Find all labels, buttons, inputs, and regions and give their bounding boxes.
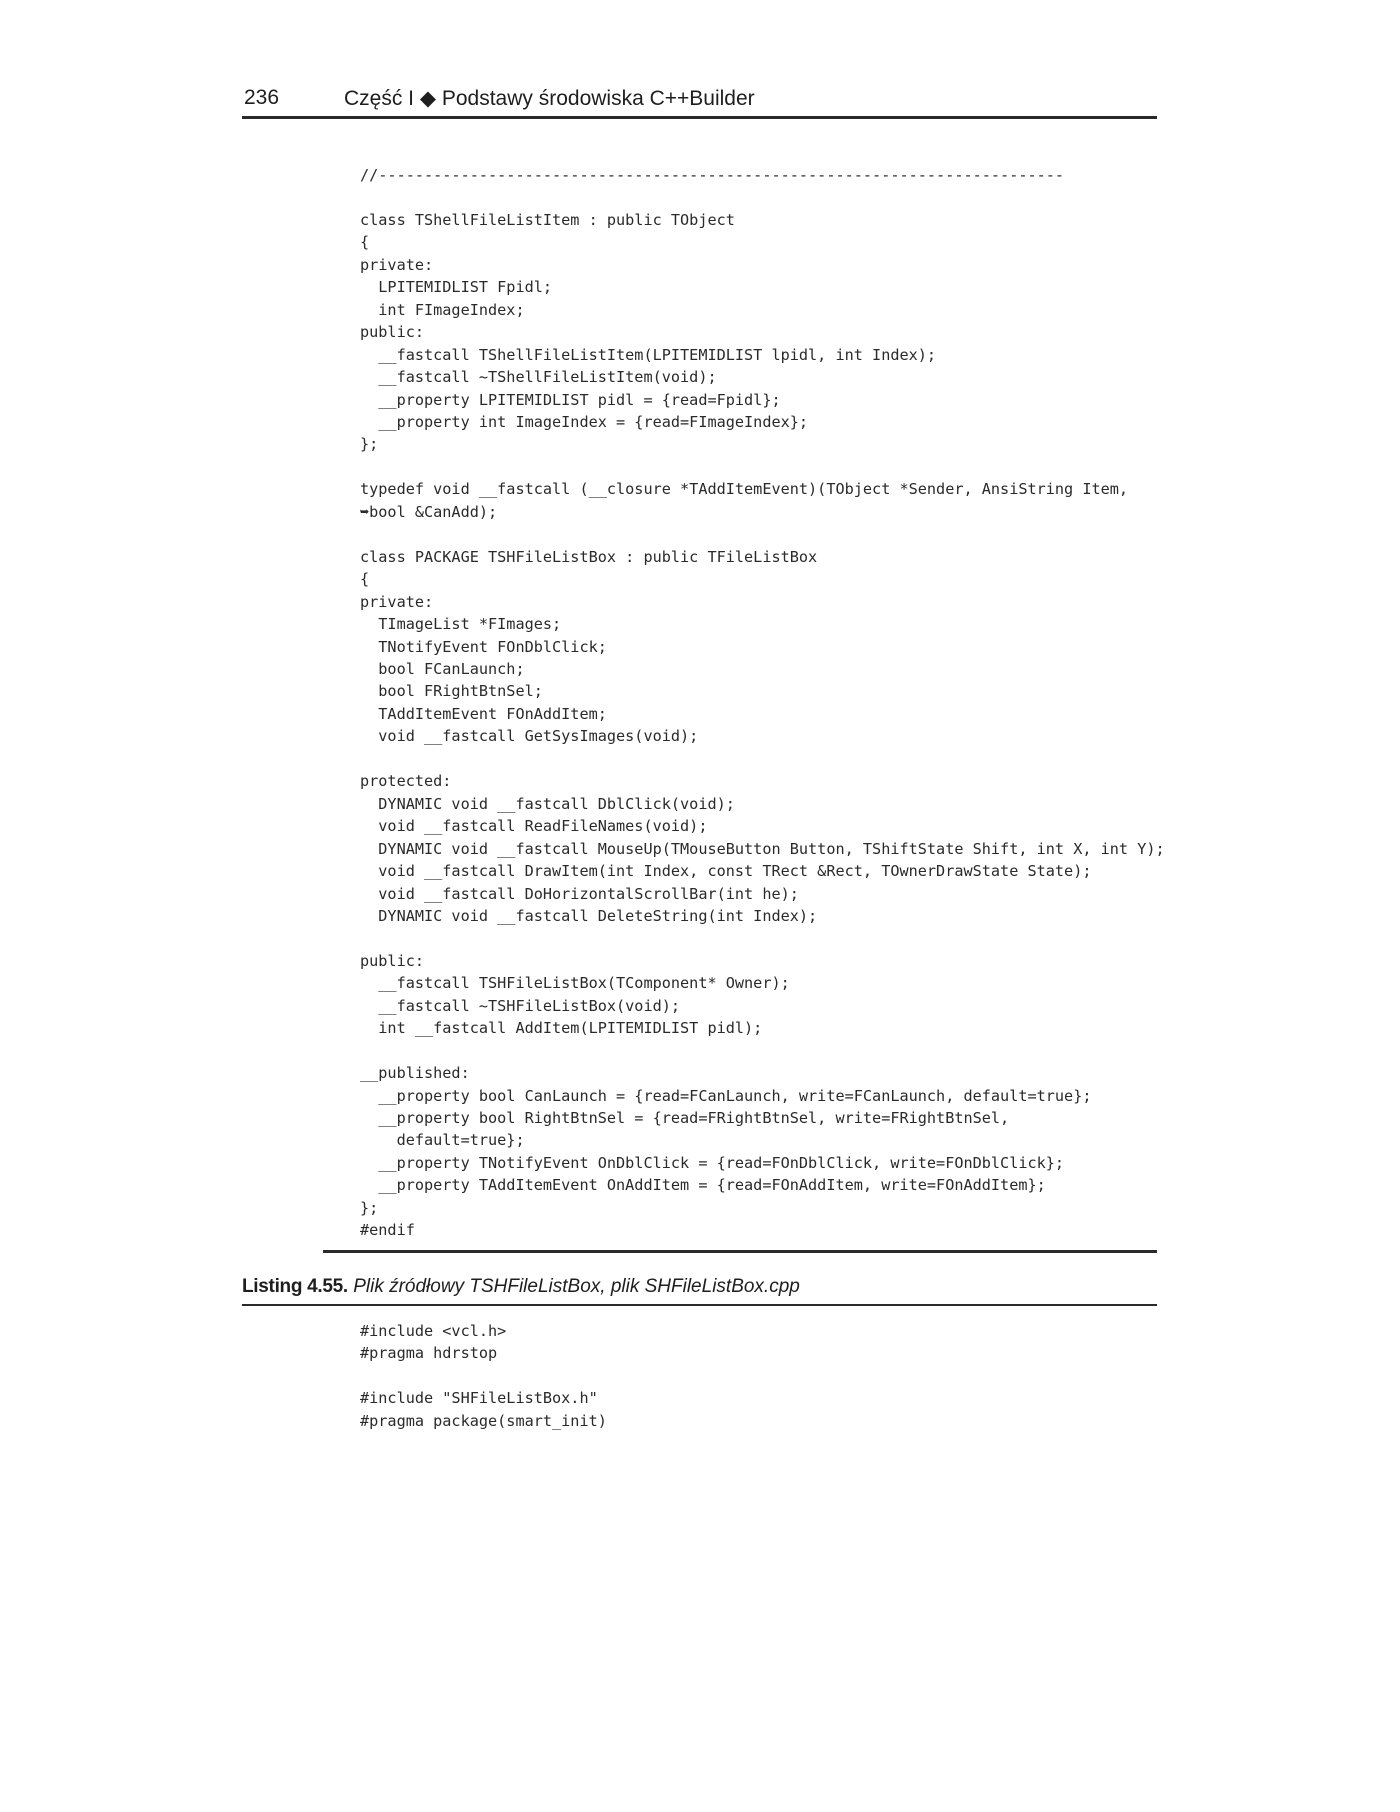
running-title: Część I ◆ Podstawy środowiska C++Builder: [344, 87, 755, 110]
code-listing-source-file: #include <vcl.h> #pragma hdrstop #include "SHFileListBox.h" #pragma package(smart_init): [360, 1322, 607, 1430]
page-header: [242, 80, 1157, 119]
listing-caption-text: Plik źródłowy TSHFileListBox, plik SHFileListBox.cpp: [353, 1276, 800, 1297]
listing-caption: [242, 1276, 1157, 1306]
page-number: 236: [244, 86, 280, 109]
listing-caption-label: Listing 4.55.: [242, 1276, 348, 1297]
code-listing-header-file: //--------------------------------------------------------------------------- class TShellFileListItem : public TObject { private: LPITEMIDLIST Fpidl; int FImageIndex; public: __fastcall TShellFileListItem(LPITEMIDLIST lpidl, int Index); __fastcall ~TShellFileListItem(void); __property LPITEMIDLIST pidl = {read=Fpidl}; __property int ImageIndex = {read=FImageIndex}; }; typedef void __fastcall (__closure *TAddItemEvent)(TObject *Sender, AnsiString Item, ➥bool &CanAdd); class PACKAGE TSHFileListBox : public TFileListBox { private: TImageList *FImages; TNotifyEvent FOnDblClick; bool FCanLaunch; bool FRightBtnSel; TAddItemEvent FOnAddItem; void __fastcall GetSysImages(void); protected: DYNAMIC void __fastcall DblClick(void); void __fastcall ReadFileNames(void); DYNAMIC void __fastcall MouseUp(TMouseButton Button, TShiftState Shift, int X, int Y); void __fastcall DrawItem(int Index, const TRect &Rect, TOwnerDrawState State); void __fastcall DoHorizontalScrollBar(int he); DYNAMIC void __fastcall DeleteString(int Index); public: __fastcall TSHFileListBox(TComponent* Owner); __fastcall ~TSHFileListBox(void); int __fastcall AddItem(LPITEMIDLIST pidl); __published: __property bool CanLaunch = {read=FCanLaunch, write=FCanLaunch, default=true}; __property bool RightBtnSel = {read=FRightBtnSel, write=FRightBtnSel, default=true}; __property TNotifyEvent OnDblClick = {read=FOnDblClick, write=FOnDblClick}; __property TAddItemEvent OnAddItem = {read=FOnAddItem, write=FOnAddItem}; }; #endif: [360, 166, 1165, 1240]
listing-end-rule: [323, 1250, 1157, 1253]
